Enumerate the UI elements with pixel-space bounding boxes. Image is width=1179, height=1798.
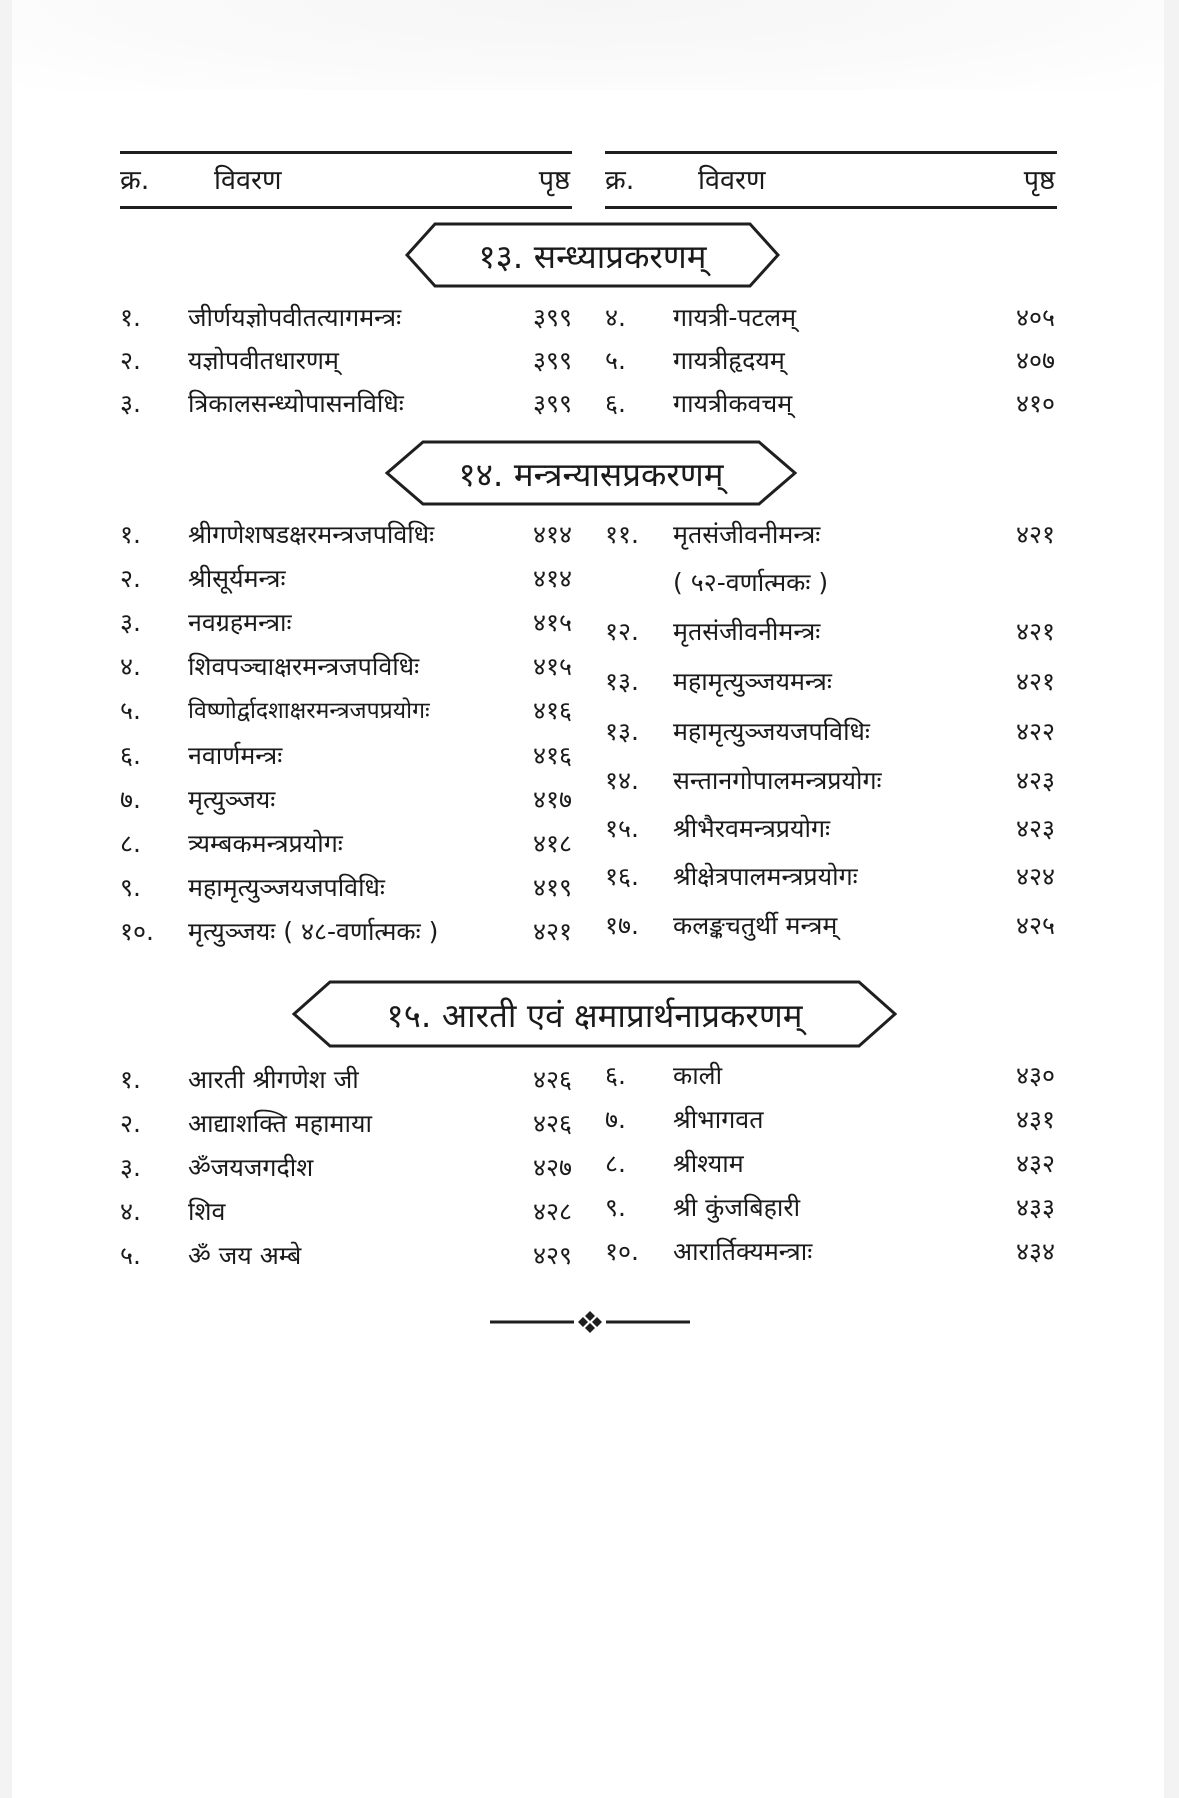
row-title: श्रीगणेशषडक्षरमन्त्रजपविधिः	[188, 520, 435, 549]
row-number: १.	[120, 520, 141, 549]
row-page: ४१०	[1015, 389, 1055, 418]
row-page: ४३३	[1015, 1193, 1055, 1222]
row-page: ४२१	[1015, 667, 1055, 696]
row-title: श्रीसूर्यमन्त्रः	[188, 564, 286, 593]
row-number: ५.	[120, 696, 141, 725]
row-title: गायत्री-पटलम्	[673, 303, 797, 332]
row-number: ४.	[120, 652, 141, 681]
row-page: ४१५	[532, 652, 572, 681]
row-title: जीर्णयज्ञोपवीतत्यागमन्त्रः	[188, 303, 402, 332]
row-title: ॐजयजगदीश	[188, 1153, 314, 1182]
section-title: १५. आरती एवं क्षमाप्रार्थनाप्रकरणम्	[386, 995, 803, 1035]
row-number: १३.	[605, 717, 639, 746]
section-15-heading	[292, 980, 897, 1048]
row-title: आरती श्रीगणेश जी	[188, 1065, 359, 1094]
row-page: ४२५	[1015, 911, 1055, 940]
row-number: २.	[120, 564, 141, 593]
section-title: १४. मन्त्रन्यासप्रकरणम्	[458, 454, 724, 494]
row-title: नवार्णमन्त्रः	[188, 741, 283, 770]
row-number: ९.	[605, 1193, 626, 1222]
row-number: १२.	[605, 617, 639, 646]
row-title: ॐ जय अम्बे	[188, 1241, 302, 1270]
row-number: ३.	[120, 1153, 141, 1182]
row-title: सन्तानगोपालमन्त्रप्रयोगः	[673, 766, 882, 795]
row-title: महामृत्युञ्जयजपविधिः	[673, 717, 870, 746]
row-page: ३९९	[532, 346, 572, 375]
row-title: श्रीभैरवमन्त्रप्रयोगः	[673, 814, 831, 843]
row-page: ३९९	[532, 389, 572, 418]
col-header-description-right: विवरण	[698, 165, 766, 196]
row-title: त्रिकालसन्ध्योपासनविधिः	[188, 389, 404, 418]
row-number: ९.	[120, 873, 141, 902]
row-number: ३.	[120, 389, 141, 418]
row-number: १३.	[605, 667, 639, 696]
col-header-description-left: विवरण	[214, 165, 282, 196]
row-number: १०.	[605, 1237, 639, 1266]
row-title: मृत्युञ्जयः ( ४८-वर्णात्मकः )	[188, 917, 439, 946]
row-title: मृत्युञ्जयः	[188, 785, 276, 814]
row-title: आरार्तिक्यमन्त्राः	[673, 1237, 813, 1266]
header-bottom-rule-right	[605, 206, 1057, 209]
row-number: ५.	[605, 346, 626, 375]
row-page: ४१६	[532, 696, 572, 725]
row-page: ४३०	[1015, 1061, 1055, 1090]
row-number: १६.	[605, 862, 639, 891]
col-header-serial-left: क्र.	[120, 165, 150, 196]
row-title: गायत्रीहृदयम्	[673, 346, 785, 375]
row-title: आद्याशक्ति महामाया	[188, 1109, 372, 1138]
row-page: ४२८	[532, 1197, 572, 1226]
row-number: ७.	[605, 1105, 626, 1134]
row-page: ४१४	[532, 564, 572, 593]
row-page: ४१८	[532, 829, 572, 858]
row-page: ४१४	[532, 520, 572, 549]
row-page: ४२३	[1015, 814, 1055, 843]
row-page: ४१५	[532, 608, 572, 637]
row-number: २.	[120, 1109, 141, 1138]
col-header-serial-right: क्र.	[605, 165, 635, 196]
row-number: ३.	[120, 608, 141, 637]
row-page: ४१७	[532, 785, 572, 814]
row-number: ८.	[605, 1149, 626, 1178]
row-number: २.	[120, 346, 141, 375]
section-title: १३. सन्ध्याप्रकरणम्	[478, 236, 707, 276]
row-number: ६.	[605, 1061, 626, 1090]
row-page: ४३४	[1015, 1237, 1055, 1266]
row-number: ६.	[605, 389, 626, 418]
row-title: महामृत्युञ्जयजपविधिः	[188, 873, 385, 902]
row-page: ४२१	[532, 917, 572, 946]
row-number: १.	[120, 303, 141, 332]
row-title: श्रीक्षेत्रपालमन्त्रप्रयोगः	[673, 862, 858, 891]
row-page: ४२१	[1015, 617, 1055, 646]
row-page: ४२१	[1015, 520, 1055, 549]
row-title: यज्ञोपवीतधारणम्	[188, 346, 339, 375]
header-top-rule-right	[605, 151, 1057, 154]
row-page: ४२९	[532, 1241, 572, 1270]
row-title: शिव	[188, 1197, 226, 1226]
row-title: शिवपञ्चाक्षरमन्त्रजपविधिः	[188, 652, 420, 681]
row-page: ४०७	[1015, 346, 1055, 375]
row-title: मृतसंजीवनीमन्त्रः	[673, 617, 821, 646]
row-page: ४२६	[532, 1109, 572, 1138]
row-title: मृतसंजीवनीमन्त्रः	[673, 520, 821, 549]
row-number: ६.	[120, 741, 141, 770]
row-number: ४.	[605, 303, 626, 332]
row-title: श्रीभागवत	[673, 1105, 764, 1134]
row-page: ४२२	[1015, 717, 1055, 746]
row-number: १७.	[605, 911, 639, 940]
row-page: ४२४	[1015, 862, 1055, 891]
row-number: ११.	[605, 520, 639, 549]
row-number: ४.	[120, 1197, 141, 1226]
row-title: गायत्रीकवचम्	[673, 389, 793, 418]
row-title: कलङ्कचतुर्थी मन्त्रम्	[673, 911, 838, 940]
row-title: नवग्रहमन्त्राः	[188, 608, 292, 637]
row-title: महामृत्युञ्जयमन्त्रः	[673, 667, 832, 696]
row-number: १४.	[605, 766, 639, 795]
row-number: १.	[120, 1065, 141, 1094]
section-13-heading	[405, 222, 780, 288]
col-header-page-right: पृष्ठ	[1023, 165, 1055, 196]
row-title: काली	[673, 1061, 723, 1090]
row-number: ७.	[120, 785, 141, 814]
row-page: ४२७	[532, 1153, 572, 1182]
row-page: ४१९	[532, 873, 572, 902]
row-page: ४०५	[1015, 303, 1055, 332]
row-page: ४३१	[1015, 1105, 1055, 1134]
header-bottom-rule-left	[120, 206, 572, 209]
row-page: ४३२	[1015, 1149, 1055, 1178]
row-title: त्र्यम्बकमन्त्रप्रयोगः	[188, 829, 343, 858]
row-number: १५.	[605, 814, 639, 843]
row-page: ४२३	[1015, 766, 1055, 795]
row-page: ३९९	[532, 303, 572, 332]
row-page: ४१६	[532, 741, 572, 770]
section-14-heading	[385, 440, 797, 506]
header-top-rule-left	[120, 151, 572, 154]
row-number: ८.	[120, 829, 141, 858]
row-subtitle: ( ५२-वर्णात्मकः )	[673, 568, 829, 597]
row-number: १०.	[120, 917, 154, 946]
row-title: श्री कुंजबिहारी	[673, 1193, 801, 1222]
row-title: विष्णोर्द्वादशाक्षरमन्त्रजपप्रयोगः	[188, 698, 430, 724]
page-curl-shadow	[12, 0, 1164, 90]
row-number: ५.	[120, 1241, 141, 1270]
row-title: श्रीश्याम	[673, 1149, 744, 1178]
diamond-cluster-divider-icon	[490, 1310, 690, 1334]
col-header-page-left: पृष्ठ	[538, 165, 570, 196]
row-page: ४२६	[532, 1065, 572, 1094]
